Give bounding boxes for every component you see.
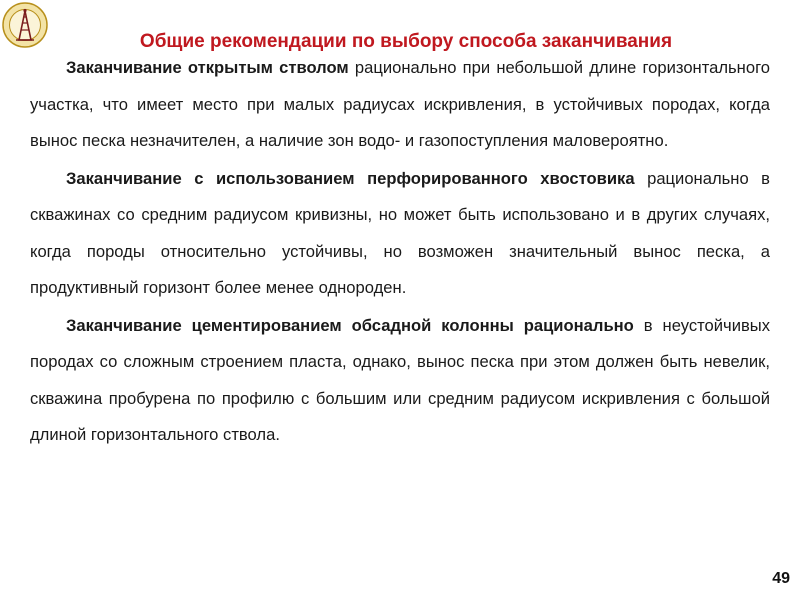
paragraph-cemented-casing [30, 308, 770, 454]
paragraph-perforated-liner [30, 161, 770, 307]
document-body [30, 50, 770, 455]
paragraph-bold-lead: Заканчивание цементированием обсадной колонны рационально [66, 315, 634, 335]
paragraph-open-hole [30, 50, 770, 160]
paragraph-text: рационально в скважинах со средним радиусом кривизны, но может быть использовано и в других случаях, когда породы относительно устойчивы, но возможен значительный вынос песка, а продуктивный горизонт более менее однороден. [30, 168, 770, 297]
paragraph-text: в неустойчивых породах со сложным строением пласта, однако, вынос песка при этом должен быть невелик, скважина пробурена по профилю с большим или средним радиусом искривления с большой длиной горизонтального ствола. [30, 315, 771, 444]
paragraph-bold-lead: Заканчивание с использованием перфорированного хвостовика [66, 168, 635, 188]
page-number: 49 [772, 570, 790, 587]
paragraph-bold-lead: Заканчивание открытым стволом [66, 58, 349, 77]
page-title: Общие рекомендации по выбору способа заканчивания [139, 31, 673, 52]
paragraph-text: рационально при небольшой длине горизонтального участка, что имеет место при малых радиусах искривления, в устойчивых породах, когда вынос песка незначителен, а наличие зон водо- и газопоступления маловероятно. [30, 58, 770, 150]
